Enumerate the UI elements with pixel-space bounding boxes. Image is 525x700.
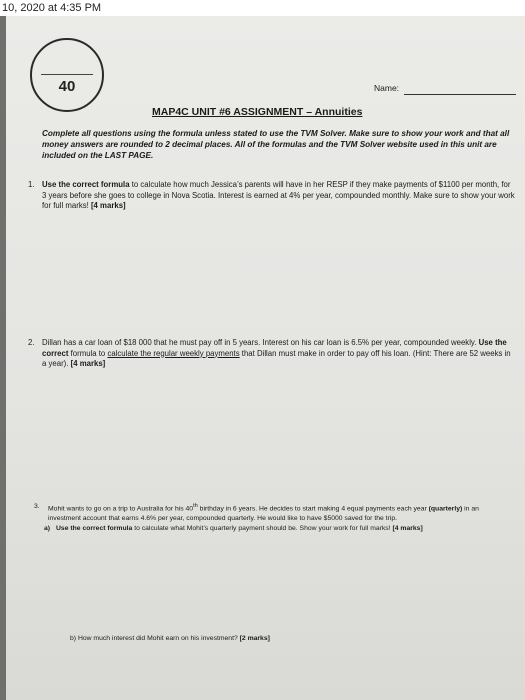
question-text: in an investment account that earns 4.6% per year, compounded quarterly. He would like to have $5000 saved for the trip. xyxy=(48,505,479,522)
question-2 xyxy=(28,338,514,370)
name-label: Name: xyxy=(374,83,400,93)
part-label: a) xyxy=(44,525,51,533)
question-3b xyxy=(70,634,510,644)
question-bold: (quarterly) xyxy=(428,505,463,513)
question-number: 2. xyxy=(28,338,35,347)
question-marks: [4 marks] xyxy=(390,525,423,533)
grade-total: 40 xyxy=(58,78,76,95)
question-underlined: calculate the regular weekly payments xyxy=(107,348,240,358)
assignment-title: MAP4C UNIT #6 ASSIGNMENT – Annuities xyxy=(152,106,363,118)
question-lead: Use the correct xyxy=(42,338,507,358)
ordinal-suffix: th xyxy=(193,503,198,509)
question-text: How much interest did Mohit earn on his investment? xyxy=(77,635,238,642)
question-lead: Use the correct formula xyxy=(56,525,133,533)
part-label: b) xyxy=(70,635,77,642)
grade-score-line xyxy=(41,74,93,75)
question-text: Mohit wants to go on a trip to Australia for his 40 xyxy=(48,505,194,513)
question-text: Dillan has a car loan of $18 000 that he must pay off in 5 years. Interest on his car loan is 6.5% per year, compounded weekly. xyxy=(42,338,479,347)
question-text: birthday in 6 years. He decides to start making 4 equal payments each year xyxy=(197,505,429,513)
question-3 xyxy=(34,502,512,534)
question-marks: [4 marks] xyxy=(88,201,126,210)
question-number: 3. xyxy=(34,503,40,510)
question-text: that Dillan must make in order to pay off his loan. (Hint: There are 52 weeks in a year). xyxy=(42,348,511,368)
screenshot-timestamp: 10, 2020 at 4:35 PM xyxy=(0,0,525,16)
instructions: Complete all questions using the formula unless stated to use the TVM Solver. Make sure to show your work and that all money answers are rounded to 2 decimal places. All of the formulas and the TVM Solver website used in this unit are included on the LAST PAGE. xyxy=(42,129,510,160)
question-1 xyxy=(28,180,516,212)
name-line xyxy=(404,94,516,95)
question-3a xyxy=(44,524,512,534)
grade-circle xyxy=(30,38,104,112)
assignment-sheet xyxy=(6,16,525,700)
question-marks: [2 marks] xyxy=(237,635,270,642)
question-text: to calculate what Mohit’s quarterly payment should be. Show your work for full marks! xyxy=(132,525,391,533)
question-text: to calculate how much Jessica’s parents will have in her RESP if they make payments of $1100 per month, for 3 years before she goes to college in Nova Scotia. Interest is earned at 4% per year, compounded monthly. Make sure to show your work for full marks! xyxy=(42,180,515,210)
question-marks: [4 marks] xyxy=(68,359,106,368)
question-number: 1. xyxy=(28,180,35,189)
question-text: formula to xyxy=(68,348,108,358)
question-lead: Use the correct formula xyxy=(42,180,130,189)
